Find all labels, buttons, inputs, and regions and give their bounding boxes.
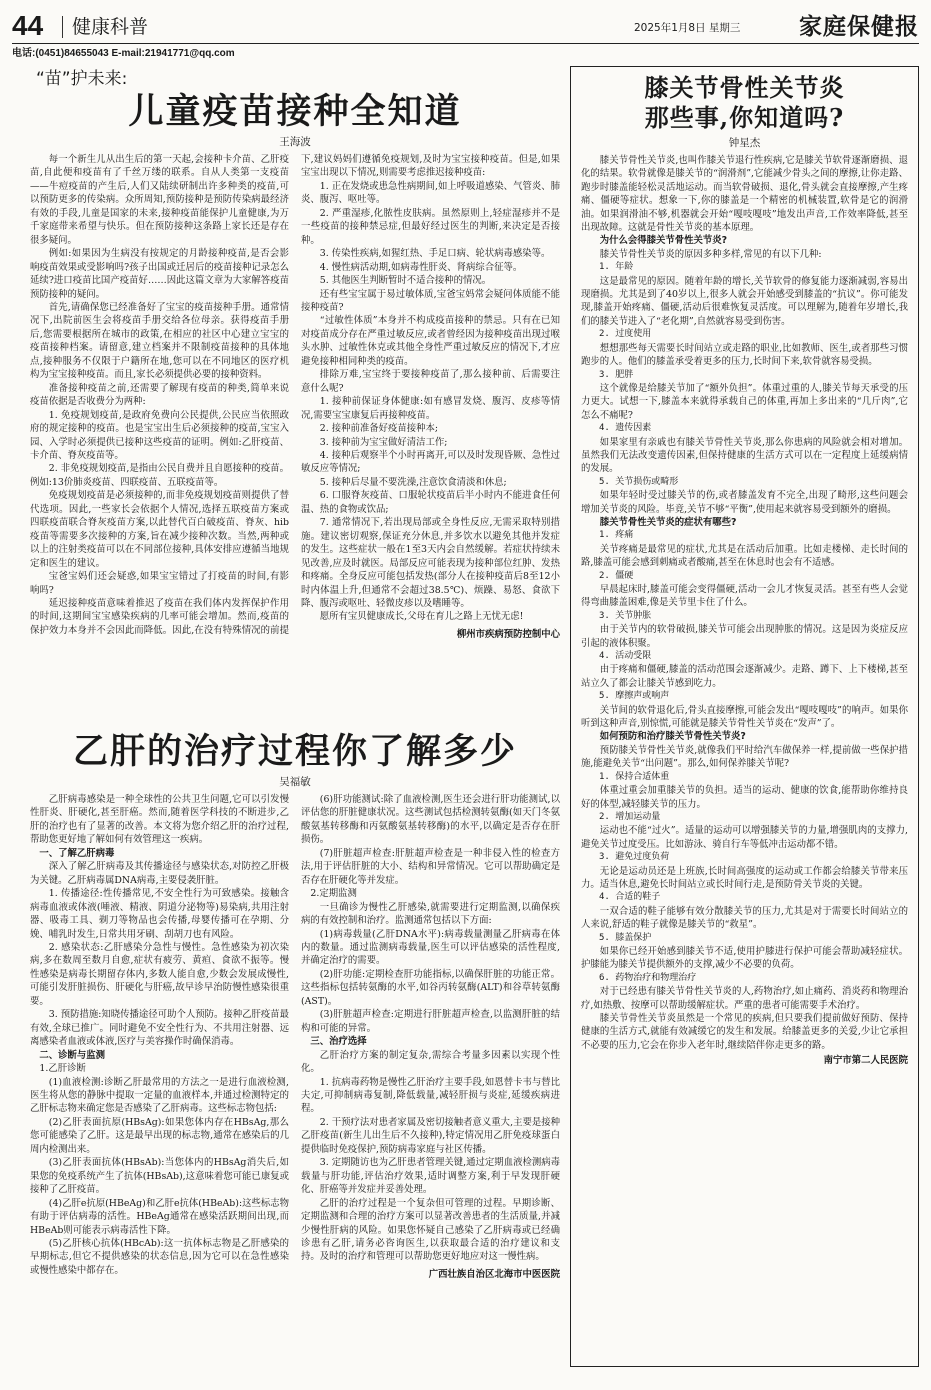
paragraph: 每一个新生儿从出生后的第一天起,会接种卡介苗、乙肝疫苗,自此便和疫苗有了千丝万缕的联系。自从人类第一支疫苗——牛痘疫苗的产生后,人们又陆续研制出许多种类的疫苗,可以预防更多的传染病。众所周知,预防接种是预防传染病最经济有效的手段,儿童是国家的未来,接种疫苗能保护儿童健康,为万千家庭带来希望与快乐。但在预防接种这条路上家长还是存在很多疑问。 xyxy=(30,154,289,246)
author-organization: 南宁市第二人民医院 xyxy=(823,1055,908,1067)
paragraph: 3. 接种前为宝宝做好清洁工作; xyxy=(319,436,448,448)
paragraph: 首先,请确保您已经准备好了宝宝的疫苗接种手册。通常情况下,出院前医生会将疫苗手册交给各位母亲。获得疫苗手册后,您需要根据所在城市的政策,在相应的社区中心建立宝宝的疫苗接种档案。请留意,建立档案并不限制疫苗接种的具体地点,接种服务不仅限于户籍所在地,您可以在不同地区的医疗机构为宝宝接种疫苗。而且,家长必须提供必要的接种资料。 xyxy=(30,301,289,381)
paragraph: 宝爸宝妈们还会疑惑,如果宝宝错过了打疫苗的时间,有影响吗? xyxy=(30,571,289,596)
paragraph: 7. 通常情况下,若出现局部或全身性反应,无需采取特别措施。建议密切观察,保证充分休息,并多饮水以避免其他并发症的发生。这些症状一般在1至3天内会自然缓解。若症状持续未见改善,应及时就医。局部反应可能表现为接种部位红肿、发热和疼痛。全身反应可能包括发热(部分人在接种疫苗后8至12小时内体温上升,但通常不会超过38.5℃)、烦躁、易怒、食欲下降、腹泻或呕吐、轻微皮疹以及嗜睡等。 xyxy=(301,517,560,609)
article-title: 儿童疫苗接种全知道 xyxy=(128,91,462,132)
paragraph: 一旦确诊为慢性乙肝感染,就需要进行定期监测,以确保疾病的有效控制和治疗。监测通常包括以下方面: xyxy=(301,901,560,927)
paragraph: 2. 过度使用 xyxy=(599,329,652,340)
paragraph: 1.乙肝诊断 xyxy=(39,1063,86,1075)
paragraph: (5)乙肝核心抗体(HBcAb):这一抗体标志物是乙肝感染的早期标志,但它不提供感染的状态信息,因为它可以在急性感染或慢性感染中都存在。 xyxy=(30,1237,289,1276)
contact-line: 电话:(0451)84655043 E-mail:21941771@qq.com xyxy=(12,48,235,59)
article-title-line-1: 膝关节骨性关节炎 xyxy=(644,73,845,102)
paragraph: 关节间的软骨退化后,骨头直接摩擦,可能会发出“嘎吱嘎吱”的响声。如果你听到这种声音,别惊慌,可能就是膝关节骨性关节炎在“发声”了。 xyxy=(581,704,908,730)
paragraph: 运动也不能“过火”。适量的运动可以增强膝关节的力量,增强肌肉的支撑力,避免关节过度受压。比如游泳、骑自行车等低冲击运动都不错。 xyxy=(581,825,908,850)
paragraph: (1)病毒载量(乙肝DNA水平):病毒载量测量乙肝病毒在体内的数量。通过监测病毒载量,医生可以评估感染的活性程度,并确定治疗的需要。 xyxy=(301,928,560,967)
paragraph: 预防膝关节骨性关节炎,就像我们平时给汽车做保养一样,提前做一些保护措施,能避免关节“出问题”。那么,如何保养膝关节呢? xyxy=(581,744,908,770)
paragraph: “过敏性体质”本身并不构成疫苗接种的禁忌。只有在已知对疫苗成分存在严重过敏反应,或者曾经因为接种疫苗出现过喉头水肿、过敏性休克或其他全身性严重过敏反应的情况下,才应避免接种相同种类的疫苗。 xyxy=(301,315,560,367)
paragraph: 延迟接种疫苗意味着推迟了疫苗在我们体内发挥保护作用的时间,这期间宝宝感染疾病的几率可能会增加。然而,疫苗的保护效力本身并不会因此而降低。因此,在没有特殊情况的前提下,建议妈妈们遵循免疫规划,及时为宝宝接种疫苗。但是,如果宝宝出现以下情况,则需要考虑推迟接种疫苗: xyxy=(30,154,560,636)
paragraph: (3)乙肝表面抗体(HBsAb):当您体内的HBsAg消失后,如果您的免疫系统产生了抗体(HBsAb),这意味着您可能已康复或接种了乙肝疫苗。 xyxy=(30,1157,289,1196)
paragraph: 4. 合适的鞋子 xyxy=(599,892,661,903)
paragraph: 早晨起床时,膝盖可能会变得僵硬,活动一会儿才恢复灵活。甚至有些人会觉得弯曲膝盖困难,像是关节里卡住了什么。 xyxy=(581,584,908,609)
paragraph: 6. 口服脊灰疫苗、口服轮状疫苗后半小时内不能进食任何温、热的食物或饮品; xyxy=(301,490,560,515)
paragraph: 如果你已经开始感到膝关节不适,使用护膝进行保护可能会帮助减轻症状。护膝能为膝关节提供额外的支撑,减少不必要的负荷。 xyxy=(581,945,908,971)
paragraph: (2)肝功能:定期检查肝功能指标,以确保肝脏的功能正常。这些指标包括转氨酶的水平,如谷丙转氨酶(ALT)和谷草转氨酶(AST)。 xyxy=(301,968,560,1007)
paragraph: 免疫规划疫苗是必须接种的,而非免疫规划疫苗则提供了替代选项。因此,一些家长会依据个人情况,选择五联疫苗方案或四联疫苗联合脊灰疫苗方案,以此替代百白破疫苗、脊灰、hib疫苗等需要多次接种的方案,旨在减少接种次数。当然,两种或以上的注射类疫苗可以在不同部位接种,具体安排应遵循当地规定和医生的建议。 xyxy=(30,490,289,569)
paragraph: 由于疼痛和僵硬,膝盖的活动范围会逐渐减少。走路、蹲下、上下楼梯,甚至站立久了都会让膝关节感到吃力。 xyxy=(581,664,908,689)
paragraph: 还有些宝宝属于易过敏体质,宝爸宝妈常会疑问体质能不能接种疫苗? xyxy=(301,288,560,313)
article-author: 钟星杰 xyxy=(728,137,761,149)
paragraph: 3. 肥胖 xyxy=(599,369,634,380)
article-kicker: “苗”护未来: xyxy=(36,69,128,89)
paragraph: 如何预防和治疗膝关节骨性关节炎? xyxy=(599,731,746,743)
article-vaccine xyxy=(30,68,560,730)
paragraph: (1)血液检测:诊断乙肝最常用的方法之一是进行血液检测,医生将从您的静脉中提取一定量的血液样本,并通过检测特定的乙肝标志物来确定您是否感染了乙肝病毒。这些标志物包括: xyxy=(30,1076,289,1115)
paragraph: 乙肝治疗方案的制定复杂,需综合考量多因素以实现个性化。 xyxy=(301,1049,560,1075)
paragraph: (4)乙肝e抗原(HBeAg)和乙肝e抗体(HBeAb):这些标志物有助于评估病毒的活性。HBeAg通常在感染活跃期间出现,而HBeAb则可能表示病毒活性下降。 xyxy=(30,1197,289,1236)
paragraph: 排除万难,宝宝终于要接种疫苗了,那么接种前、后需要注意什么呢? xyxy=(301,369,560,394)
paragraph: 4. 慢性病活动期,如病毒性肝炎、肾病综合征等。 xyxy=(319,261,523,273)
article-body xyxy=(30,153,560,641)
paragraph: 3. 关节肿胀 xyxy=(599,610,652,621)
paragraph: 1. 正在发烧或患急性病期间,如上呼吸道感染、气管炎、肺炎、腹泻、呕吐等。 xyxy=(301,180,560,206)
paragraph: 膝关节骨性关节炎虽然是一个常见的疾病,但只要我们提前做好预防、保持健康的生活方式,就能有效减缓它的发生和发展。给膝盖更多的关爱,少让它承担不必要的压力,它会在你步入老年时,继续陪伴你走更多的路。 xyxy=(581,1013,908,1051)
paragraph: 3. 避免过度负荷 xyxy=(599,852,670,863)
article-author: 王海波 xyxy=(279,136,311,148)
paragraph: 深入了解乙肝病毒及其传播途径与感染状态,对防控乙肝极为关键。乙肝病毒属DNA病毒,主要侵袭肝脏。 xyxy=(30,861,289,886)
article-author: 吴福敏 xyxy=(279,776,311,788)
paragraph: 例如:如果因为生病没有按规定的月龄接种疫苗,是否会影响疫苗效果或受影响吗?孩子出国或迁居后的疫苗接种记录怎么延续?进口疫苗比国产疫苗好……因此这篇文章为大家解答疫苗预防接种的疑问。 xyxy=(30,248,289,300)
article-title-line-2: 那些事,你知道吗? xyxy=(644,103,845,132)
paragraph: 乙肝病毒感染是一种全球性的公共卫生问题,它可以引发慢性肝炎、肝硬化,甚至肝癌。然而,随着医学科技的不断进步,乙肝的治疗也有了显著的改善。本文将为您介绍乙肝的治疗过程,帮助您更好地了解如何有效管理这一疾病。 xyxy=(30,794,289,846)
paragraph: 愿所有宝贝健康成长,父母在育儿之路上无忧无虑! xyxy=(319,611,524,623)
paragraph: (2)乙肝表面抗原(HBsAg):如果您体内存在HBsAg,那么您可能感染了乙肝。这是最早出现的标志物,通常在感染后的几周内检测出来。 xyxy=(30,1116,289,1155)
paragraph: 想想那些每天需要长时间站立或走路的职业,比如教师、医生,或者那些习惯跑步的人。他们的膝盖承受着更多的压力,长时间下来,软骨就容易受损。 xyxy=(581,342,908,368)
paragraph: 1. 传播途径:性传播常见,不安全性行为可致感染。接触含病毒血液或体液(唾液、精液、阴道分泌物等)易染病,共用注射器、吸毒工具、剃刀等物品也会传播,母婴传播可在孕期、分娩、哺乳时发生,日常共用牙刷、刮胡刀也有风险。 xyxy=(30,888,289,940)
section-title: 健康科普 xyxy=(72,16,149,38)
paragraph: 2. 僵硬 xyxy=(599,570,634,581)
paragraph: 5. 其他医生判断暂时不适合接种的情况。 xyxy=(319,275,492,287)
paragraph: 膝关节骨性关节炎的原因多种多样,常见的有以下几种: xyxy=(599,248,822,260)
paragraph: 2. 非免疫规划疫苗,是指由公民自费并且自愿接种的疫苗。例如:13价肺炎疫苗、四联疫苗、五联疫苗等。 xyxy=(30,463,289,488)
page-header xyxy=(12,10,919,44)
paragraph: 乙肝的治疗过程是一个复杂但可管理的过程。早期诊断、定期监测和合理的治疗方案可以显著改善患者的生活质量,并减少慢性肝病的风险。如果您怀疑自己感染了乙肝病毒或已经确诊患有乙肝,请务必咨询医生,以获取最合适的治疗建议和支持。及时的治疗和管理可以帮助您更好地应对这一慢性病。 xyxy=(301,1197,560,1263)
author-organization: 柳州市疾病预防控制中心 xyxy=(456,628,560,640)
paragraph: 2. 干预疗法对患者家属及密切接触者意义重大,主要是接种乙肝疫苗(新生儿出生后不久接种),特定情况用乙肝免疫球蛋白提供临时免疫保护,预防病毒家庭与社区传播。 xyxy=(301,1116,560,1155)
paragraph: 膝关节骨性关节炎,也叫作膝关节退行性疾病,它是膝关节软骨逐渐磨损、退化的结果。软骨就像是膝关节的“润滑剂”,它能减少骨头之间的摩擦,让你走路、跑步时膝盖能轻松灵活地运动。而当软骨破损、退化,骨头就会直接摩擦,产生疼痛、僵硬等症状。想象一下,你的膝盖是一个精密的机械装置,软骨是它的润滑油。如果润滑油不够,机器就会开始“嘎吱嘎吱”地发出声音,工作效率降低,甚至出现故障。这就是骨性关节炎的基本原理。 xyxy=(581,155,908,234)
paragraph: 如果家里有亲戚也有膝关节骨性关节炎,那么你患病的风险就会相对增加。虽然我们无法改变遗传因素,但保持健康的生活方式可以在一定程度上延缓病情的发展。 xyxy=(581,436,908,475)
paragraph: 2. 接种前准备好疫苗接种本; xyxy=(319,423,439,435)
issue-date: 2025年1月8日 星期三 xyxy=(634,22,741,34)
paragraph: 6. 药物治疗和物理治疗 xyxy=(599,972,697,983)
paragraph: 2. 严重湿疹,化脓性皮肤病。虽然原则上,轻症湿疹并不是一些疫苗的接种禁忌症,但最好经过医生的判断,来决定是否接种。 xyxy=(301,207,560,246)
page-number: 44 xyxy=(12,10,44,41)
paragraph: 4. 活动受限 xyxy=(599,651,652,662)
article-title: 乙肝的治疗过程你了解多少 xyxy=(72,731,517,772)
paragraph: 如果年轻时受过膝关节的伤,或者膝盖发育不完全,出现了畸形,这些问题会增加关节炎的风险。毕竟,关节不够“平衡”,使用起来就容易受到额外的磨损。 xyxy=(581,490,908,515)
paragraph: 一、了解乙肝病毒 xyxy=(39,847,115,859)
article-body xyxy=(581,154,908,1068)
article-body xyxy=(30,793,560,1281)
paragraph: 2. 感染状态:乙肝感染分急性与慢性。急性感染为初次染病,多在数周至数月自愈,症状有疲劳、黄疸、食欲不振等。慢性感染是病毒长期留存体内,多数人能自愈,少数会发展成慢性,可能引发肝脏损伤、肝硬化与肝癌,故早诊早治防慢性感染很重要。 xyxy=(30,941,289,1007)
header-divider xyxy=(62,16,63,38)
paragraph: 5. 接种后尽量不要洗澡,注意饮食清淡和休息; xyxy=(319,476,507,488)
paragraph: 1. 免疫规划疫苗,是政府免费向公民提供,公民应当依照政府的规定接种的疫苗。也是宝宝出生后必须接种的疫苗,宝宝入园、入学时必须提供已接种这些疫苗的证明。例如:乙肝疫苗、卡介苗、脊灰疫苗等。 xyxy=(30,409,289,461)
paragraph: 1. 保持合适体重 xyxy=(599,771,670,782)
paragraph: 无论是运动员还是上班族,长时间高强度的运动或工作都会给膝关节带来压力。适当休息,避免长时间站立或长时间行走,是预防骨关节炎的关键。 xyxy=(581,865,908,890)
paragraph: 对于已经患有膝关节骨性关节炎的人,药物治疗,如止痛药、消炎药和物理治疗,如热敷、按摩可以帮助缓解症状。严重的患者可能需要手术治疗。 xyxy=(581,986,908,1011)
paragraph: 这是最常见的原因。随着年龄的增长,关节软骨的修复能力逐渐减弱,容易出现磨损。尤其是到了40岁以上,很多人就会开始感受到膝盖的“抗议”。你可能发现,膝盖开始疼痛、僵硬,活动后很难恢复灵活度。可以理解为,随着年岁增长,我们的膝关节进入了“老化期”,自然就容易受到伤害。 xyxy=(581,275,908,327)
paragraph: 3. 预防措施:知晓传播途径可助个人预防。接种乙肝疫苗最有效,全球已推广。同时避免不安全性行为、不共用注射器、远离感染者血液或体液,医疗与美容操作时确保消毒。 xyxy=(30,1009,289,1048)
paragraph: 4. 遗传因素 xyxy=(599,423,652,434)
paragraph: (7)肝脏超声检查:肝脏超声检查是一种非侵入性的检查方法,用于评估肝脏的大小、结构和异常情况。它可以帮助确定是否存在肝硬化等并发症。 xyxy=(301,847,560,886)
paragraph: 5. 关节损伤或畸形 xyxy=(599,476,679,487)
paragraph: 膝关节骨性关节炎的症状有哪些? xyxy=(599,516,737,528)
paragraph: 1. 抗病毒药物是慢性乙肝治疗主要手段,如恩替卡韦与替比夫定,可抑制病毒复制,降低载量,减轻肝损与炎症,延缓疾病进程。 xyxy=(301,1076,560,1115)
paragraph: 2.定期监测 xyxy=(310,888,357,900)
paragraph: 为什么会得膝关节骨性关节炎? xyxy=(599,235,728,247)
paragraph: 5. 膝盖保护 xyxy=(599,932,652,943)
paragraph: 4. 接种后观察半个小时再离开,可以及时发现昏厥、急性过敏反应等情况; xyxy=(301,449,560,475)
paragraph: 一双合适的鞋子能够有效分散膝关节的压力,尤其是对于需要长时间站立的人来说,舒适的鞋子就像是膝关节的“救星”。 xyxy=(581,905,908,931)
paragraph: 3. 传染性疾病,如猩红热、手足口病、轮状病毒感染等。 xyxy=(319,248,551,260)
paragraph: 5. 摩擦声或响声 xyxy=(599,691,670,702)
newspaper-name: 家庭保健报 xyxy=(799,13,919,40)
paragraph: 这个就像是给膝关节加了“额外负担”。体重过重的人,膝关节每天承受的压力更大。试想一下,膝盖本来就得承载自己的体重,再加上多出来的“几斤肉”,它怎么不痛呢? xyxy=(581,382,908,421)
paragraph: 由于关节内的软骨破损,膝关节可能会出现肿胀的情况。这是因为炎症反应引起的液体积聚。 xyxy=(581,624,908,649)
article-knee-box xyxy=(570,66,919,1367)
paragraph: 准备接种疫苗之前,还需要了解现有疫苗的种类,简单来说疫苗依据是否收费分为两种: xyxy=(30,382,289,408)
article-hepatitis xyxy=(30,730,560,1378)
paragraph: 1. 接种前保证身体健康:如有感冒发烧、腹泻、皮疹等情况,需要宝宝康复后再接种疫苗。 xyxy=(301,396,560,421)
paragraph: (6)肝功能测试:除了血液检测,医生还会进行肝功能测试,以评估您的肝脏健康状况。这些测试包括检测转氨酶(如天门冬氨酸氨基转移酶和丙氨酸氨基转移酶)的水平,以确定是否存在肝损伤。 xyxy=(301,794,560,846)
paragraph: 3. 定期随访也为乙肝患者管理关键,通过定期血液检测病毒载量与肝功能,评估治疗效果,适时调整方案,利于早发现肝硬化、肝癌等并发症并妥善处理。 xyxy=(301,1157,560,1196)
paragraph: 关节疼痛是最常见的症状,尤其是在活动后加重。比如走楼梯、走长时间的路,膝盖可能会感到刺痛或者酸痛,甚至在休息时也会有不适感。 xyxy=(581,543,908,569)
paragraph: (3)肝脏超声检查:定期进行肝脏超声检查,以监测肝脏的结构和可能的异常。 xyxy=(301,1009,560,1034)
paragraph: 三、治疗选择 xyxy=(310,1036,367,1048)
author-organization: 广西壮族自治区北海市中医医院 xyxy=(428,1268,560,1280)
paragraph: 1. 年龄 xyxy=(599,262,634,273)
paragraph: 二、诊断与监测 xyxy=(39,1049,106,1061)
paragraph: 体重过重会加重膝关节的负担。适当的运动、健康的饮食,能帮助你维持良好的体型,减轻膝关节的压力。 xyxy=(581,785,908,810)
paragraph: 1. 疼痛 xyxy=(599,530,634,541)
paragraph: 2. 增加运动量 xyxy=(599,811,661,822)
